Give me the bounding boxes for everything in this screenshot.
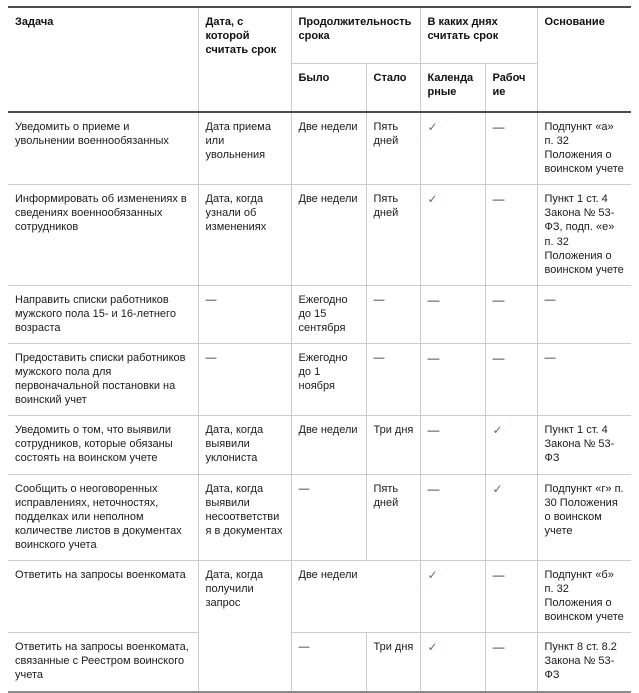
basis-cell: Пункт 8 ст. 8.2 Закона № 53-ФЗ bbox=[537, 633, 631, 692]
table-row bbox=[8, 185, 631, 285]
table-row bbox=[8, 344, 631, 416]
working-days-cell: ✓ bbox=[485, 474, 537, 560]
start-date-cell: Дата, когда узнали об изменениях bbox=[198, 185, 291, 285]
duration-now-cell: Пять дней bbox=[366, 112, 420, 185]
duration-now-cell: — bbox=[366, 344, 420, 416]
table-row bbox=[8, 112, 631, 185]
duration-now-cell: Пять дней bbox=[366, 185, 420, 285]
working-days-cell: — bbox=[485, 344, 537, 416]
working-days-cell: — bbox=[485, 285, 537, 343]
calendar-days-cell: — bbox=[420, 285, 485, 343]
col-header-duration-was: Было bbox=[291, 64, 366, 113]
calendar-days-cell: — bbox=[420, 344, 485, 416]
start-date-cell: Дата, когда выявили уклониста bbox=[198, 416, 291, 474]
header-row-groups bbox=[8, 7, 631, 64]
basis-cell: Пункт 1 ст. 4 Закона № 53-ФЗ, подп. «е» п. 32 Положения о воинском учете bbox=[537, 185, 631, 285]
calendar-days-cell: — bbox=[420, 474, 485, 560]
duration-now-cell: — bbox=[366, 285, 420, 343]
working-days-cell: — bbox=[485, 560, 537, 632]
col-header-basis: Основание bbox=[537, 7, 631, 112]
table-row bbox=[8, 474, 631, 560]
basis-cell: Подпункт «а» п. 32 Положения о воинском учете bbox=[537, 112, 631, 185]
duration-now-cell: Три дня bbox=[366, 633, 420, 692]
col-header-duration-now: Стало bbox=[366, 64, 420, 113]
task-cell: Предоставить списки работников мужского пола для первоначальной постановки на воинский учет bbox=[8, 344, 198, 416]
duration-was-cell: Две недели bbox=[291, 416, 366, 474]
duration-was-cell: — bbox=[291, 474, 366, 560]
table-row bbox=[8, 560, 631, 632]
start-date-cell: Дата, когда получили запрос bbox=[198, 560, 291, 691]
basis-cell: Подпункт «г» п. 30 Положения о воинском учете bbox=[537, 474, 631, 560]
calendar-days-cell: ✓ bbox=[420, 112, 485, 185]
duration-was-cell: Две недели bbox=[291, 185, 366, 285]
military-registration-deadlines-table bbox=[8, 6, 631, 693]
col-header-task: Задача bbox=[8, 7, 198, 112]
working-days-cell: — bbox=[485, 633, 537, 692]
basis-cell: — bbox=[537, 285, 631, 343]
table-body bbox=[8, 112, 631, 692]
col-header-days-group: В каких днях считать срок bbox=[420, 7, 537, 64]
col-header-duration-group: Продолжительность срока bbox=[291, 7, 420, 64]
task-cell: Уведомить о приеме и увольнении военнообязанных bbox=[8, 112, 198, 185]
col-header-start-date: Дата, с которой считать срок bbox=[198, 7, 291, 112]
duration-now-cell: Три дня bbox=[366, 416, 420, 474]
col-header-working-days: Рабочие bbox=[485, 64, 537, 113]
task-cell: Сообщить о неоговоренных исправлениях, неточностях, подделках или неполном количестве листов в документах воинского учета bbox=[8, 474, 198, 560]
start-date-cell: Дата, когда выявили несоответствия в документах bbox=[198, 474, 291, 560]
basis-cell: — bbox=[537, 344, 631, 416]
table-row bbox=[8, 416, 631, 474]
duration-was-cell: Две недели bbox=[291, 112, 366, 185]
task-cell: Информировать об изменениях в сведениях военнообязанных сотрудников bbox=[8, 185, 198, 285]
table-row bbox=[8, 285, 631, 343]
task-cell: Ответить на запросы военкомата, связанные с Реестром воинского учета bbox=[8, 633, 198, 692]
duration-was-now-cell: Две недели bbox=[291, 560, 420, 632]
duration-was-cell: Ежегодно до 15 сентября bbox=[291, 285, 366, 343]
calendar-days-cell: ✓ bbox=[420, 560, 485, 632]
duration-was-cell: Ежегодно до 1 ноября bbox=[291, 344, 366, 416]
start-date-cell: — bbox=[198, 285, 291, 343]
calendar-days-cell: ✓ bbox=[420, 633, 485, 692]
basis-cell: Пункт 1 ст. 4 Закона № 53-ФЗ bbox=[537, 416, 631, 474]
basis-cell: Подпункт «б» п. 32 Положения о воинском учете bbox=[537, 560, 631, 632]
task-cell: Направить списки работников мужского пола 15- и 16-летнего возраста bbox=[8, 285, 198, 343]
task-cell: Ответить на запросы военкомата bbox=[8, 560, 198, 632]
working-days-cell: ✓ bbox=[485, 416, 537, 474]
start-date-cell: — bbox=[198, 344, 291, 416]
working-days-cell: — bbox=[485, 185, 537, 285]
table-header bbox=[8, 7, 631, 112]
duration-now-cell: Пять дней bbox=[366, 474, 420, 560]
working-days-cell: — bbox=[485, 112, 537, 185]
col-header-calendar-days: Календарные bbox=[420, 64, 485, 113]
start-date-cell: Дата приема или увольнения bbox=[198, 112, 291, 185]
task-cell: Уведомить о том, что выявили сотрудников, которые обязаны состоять на воинском учете bbox=[8, 416, 198, 474]
duration-was-cell: — bbox=[291, 633, 366, 692]
table-row bbox=[8, 633, 631, 692]
calendar-days-cell: ✓ bbox=[420, 185, 485, 285]
calendar-days-cell: — bbox=[420, 416, 485, 474]
